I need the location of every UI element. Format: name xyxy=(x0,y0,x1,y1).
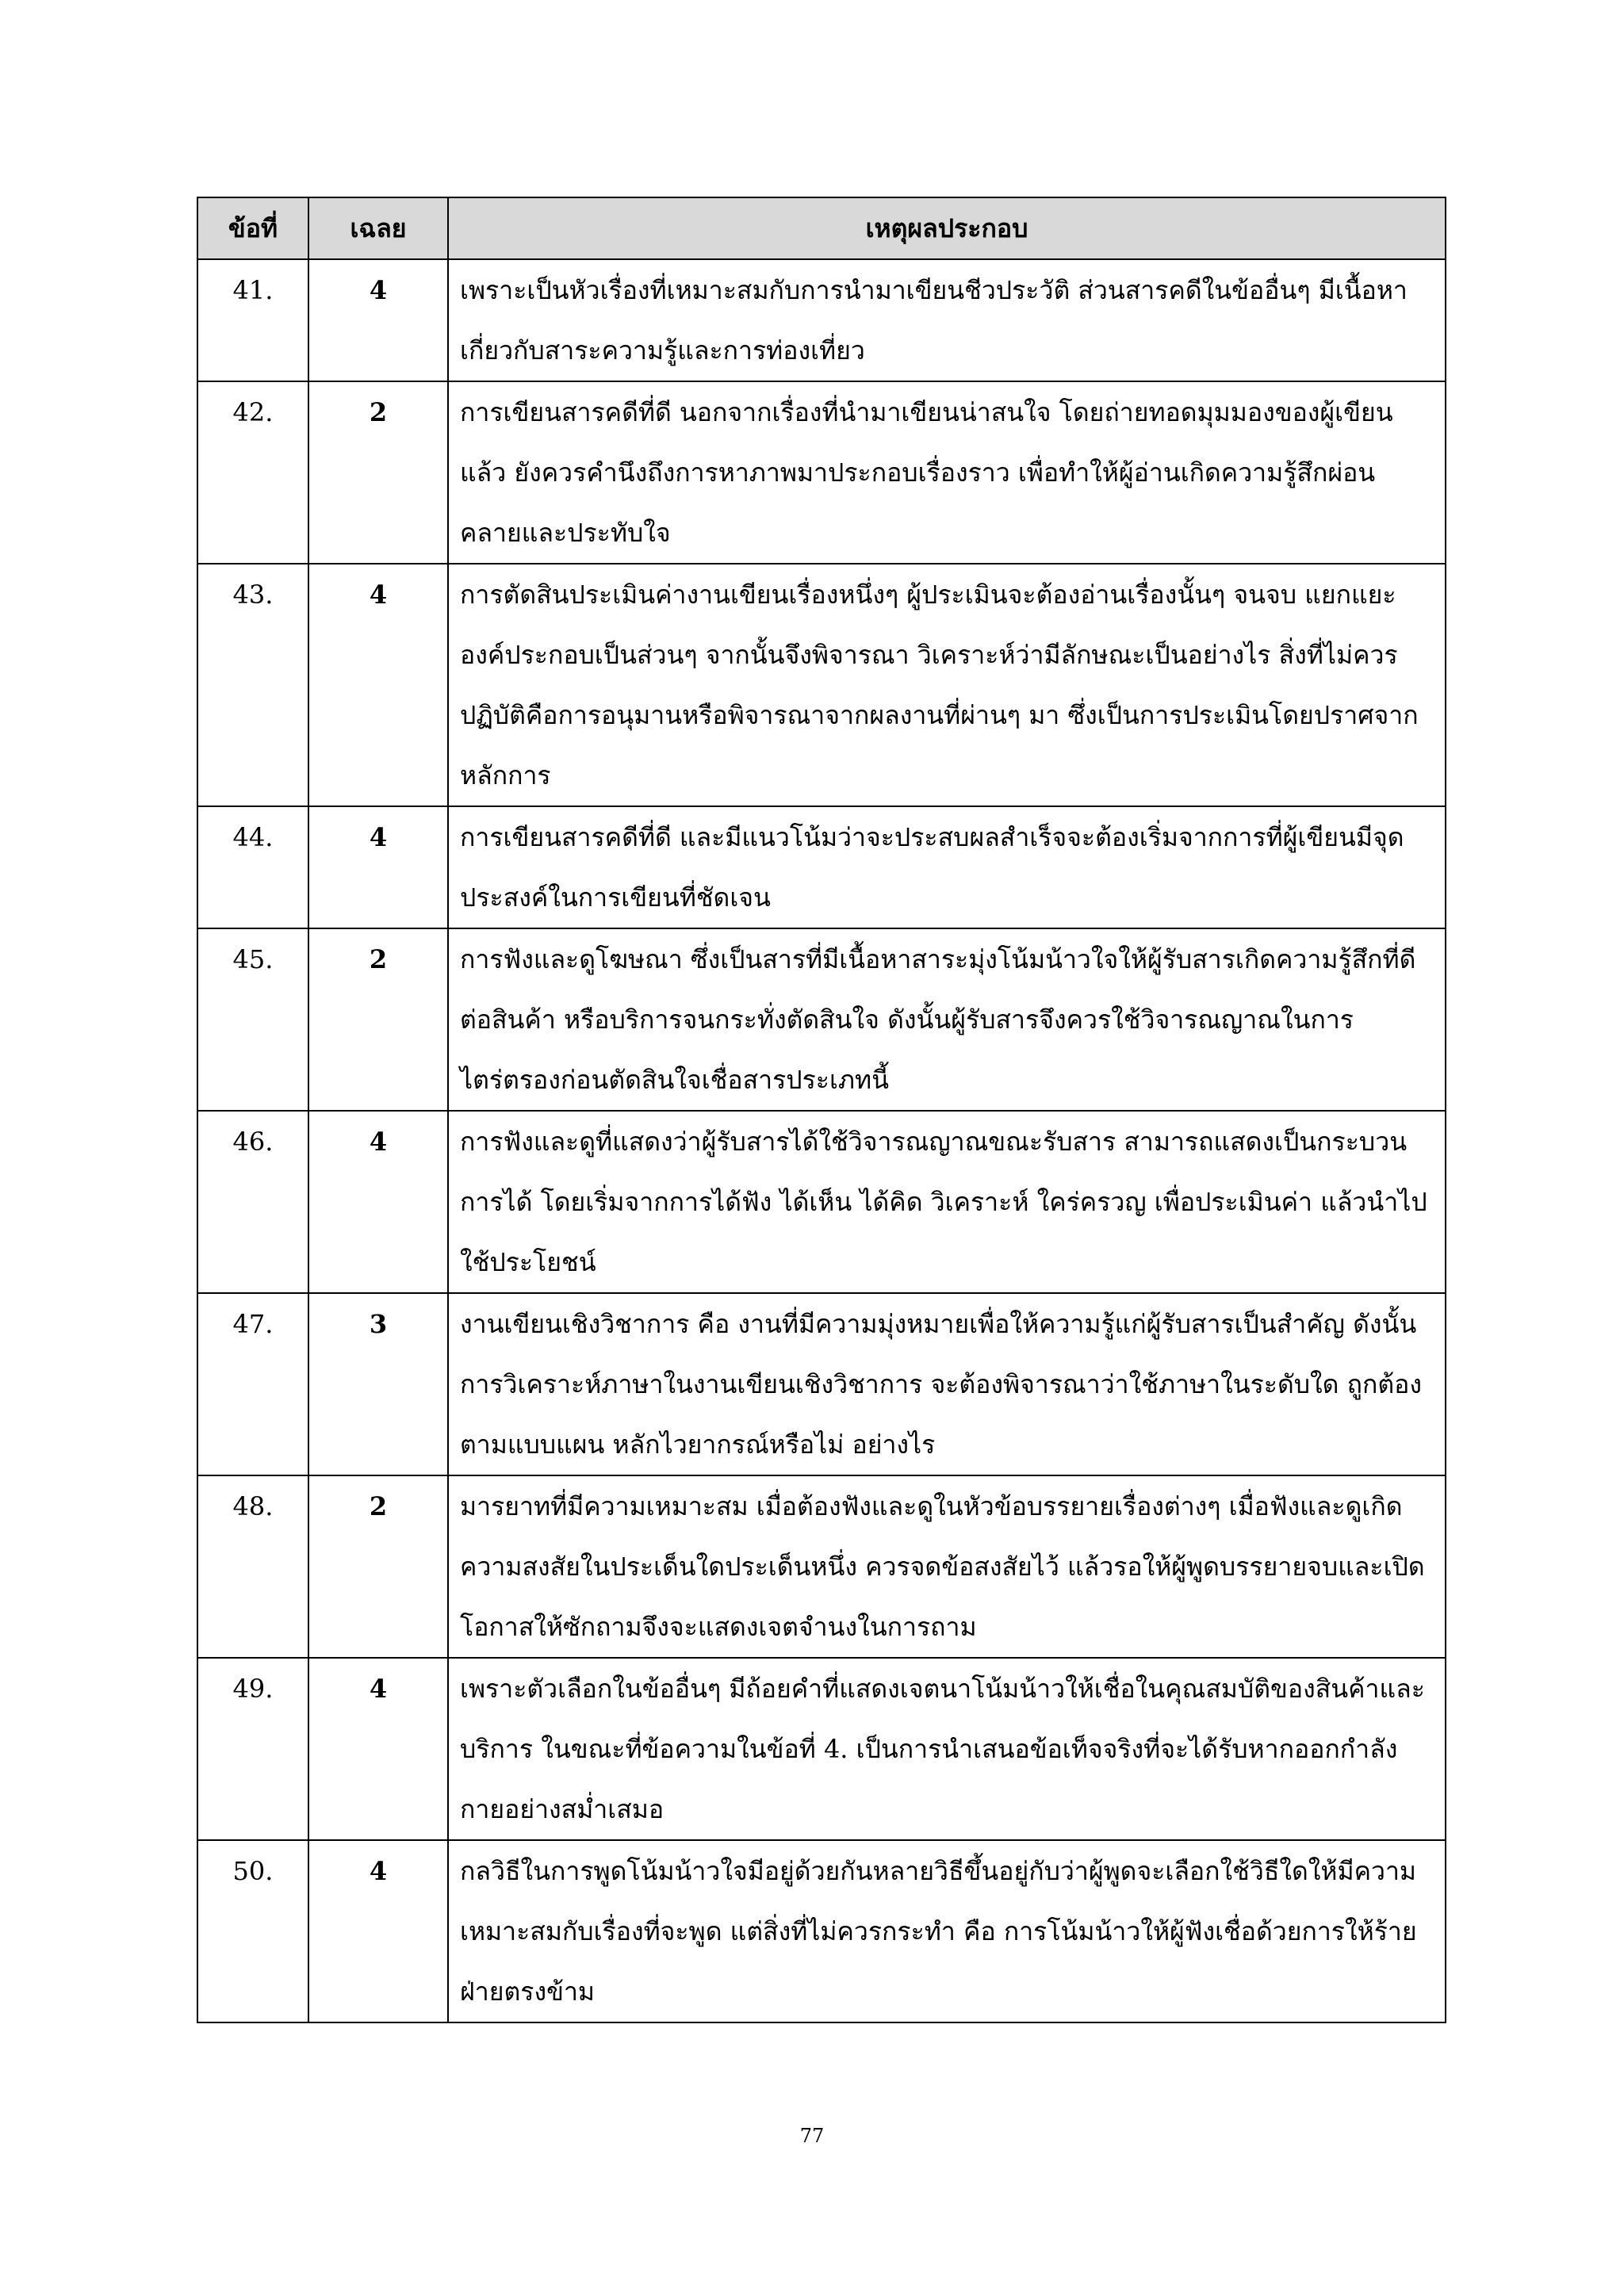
answer-value: 2 xyxy=(308,1475,448,1658)
reason-text: งานเขียนเชิงวิชาการ คือ งานที่มีความมุ่งหมายเพื่อให้ความรู้แก่ผู้รับสารเป็นสำคัญ ดังนั้นการวิเคราะห์ภาษาในงานเขียนเชิงวิชาการ จะต้องพิจารณาว่าใช้ภาษาในระดับใด ถูกต้องตามแบบแผน หลักไวยากรณ์หรือไม่ อย่างไร xyxy=(448,1293,1446,1475)
reason-text: เพราะเป็นหัวเรื่องที่เหมาะสมกับการนำมาเขียนชีวประวัติ ส่วนสารคดีในข้ออื่นๆ มีเนื้อหาเกี่ยวกับสาระความรู้และการท่องเที่ยว xyxy=(448,259,1446,381)
answer-value: 2 xyxy=(308,381,448,564)
table-row xyxy=(197,1475,1446,1658)
reason-text: การฟังและดูโฆษณา ซึ่งเป็นสารที่มีเนื้อหาสาระมุ่งโน้มน้าวใจให้ผู้รับสารเกิดความรู้สึกที่ดีต่อสินค้า หรือบริการจนกระทั่งตัดสินใจ ดังนั้นผู้รับสารจึงควรใช้วิจารณญาณในการไตร่ตรองก่อนตัดสินใจเชื่อสารประเภทนี้ xyxy=(448,928,1446,1111)
question-number: 49. xyxy=(197,1658,308,1840)
table-row xyxy=(197,564,1446,806)
reason-text: กลวิธีในการพูดโน้มน้าวใจมีอยู่ด้วยกันหลายวิธีขึ้นอยู่กับว่าผู้พูดจะเลือกใช้วิธีใดให้มีความเหมาะสมกับเรื่องที่จะพูด แต่สิ่งที่ไม่ควรกระทำ คือ การโน้มน้าวให้ผู้ฟังเชื่อด้วยการให้ร้ายฝ่ายตรงข้าม xyxy=(448,1840,1446,2022)
question-number: 48. xyxy=(197,1475,308,1658)
question-number: 47. xyxy=(197,1293,308,1475)
table-row xyxy=(197,1111,1446,1293)
table-row xyxy=(197,381,1446,564)
reason-text: เพราะตัวเลือกในข้ออื่นๆ มีถ้อยคำที่แสดงเจตนาโน้มน้าวให้เชื่อในคุณสมบัติของสินค้าและบริการ ในขณะที่ข้อความในข้อที่ 4. เป็นการนำเสนอข้อเท็จจริงที่จะได้รับหากออกกำลังกายอย่างสม่ำเสมอ xyxy=(448,1658,1446,1840)
answer-value: 4 xyxy=(308,259,448,381)
reason-text: มารยาทที่มีความเหมาะสม เมื่อต้องฟังและดูในหัวข้อบรรยายเรื่องต่างๆ เมื่อฟังและดูเกิดความสงสัยในประเด็นใดประเด็นหนึ่ง ควรจดข้อสงสัยไว้ แล้วรอให้ผู้พูดบรรยายจบและเปิดโอกาสให้ซักถามจึงจะแสดงเจตจำนงในการถาม xyxy=(448,1475,1446,1658)
header-answer: เฉลย xyxy=(308,197,448,259)
answer-value: 4 xyxy=(308,806,448,928)
answer-value: 4 xyxy=(308,564,448,806)
answer-key-table xyxy=(197,197,1446,2023)
question-number: 41. xyxy=(197,259,308,381)
header-question-number: ข้อที่ xyxy=(197,197,308,259)
answer-value: 3 xyxy=(308,1293,448,1475)
table-row xyxy=(197,806,1446,928)
table-row xyxy=(197,928,1446,1111)
question-number: 45. xyxy=(197,928,308,1111)
table-header-row xyxy=(197,197,1446,259)
reason-text: การเขียนสารคดีที่ดี และมีแนวโน้มว่าจะประสบผลสำเร็จจะต้องเริ่มจากการที่ผู้เขียนมีจุดประสงค์ในการเขียนที่ชัดเจน xyxy=(448,806,1446,928)
question-number: 46. xyxy=(197,1111,308,1293)
question-number: 43. xyxy=(197,564,308,806)
answer-value: 4 xyxy=(308,1840,448,2022)
header-reason: เหตุผลประกอบ xyxy=(448,197,1446,259)
table-row xyxy=(197,1840,1446,2022)
table-row xyxy=(197,259,1446,381)
reason-text: การฟังและดูที่แสดงว่าผู้รับสารได้ใช้วิจารณญาณขณะรับสาร สามารถแสดงเป็นกระบวนการได้ โดยเริ่มจากการได้ฟัง ได้เห็น ได้คิด วิเคราะห์ ใคร่ครวญ เพื่อประเมินค่า แล้วนำไปใช้ประโยชน์ xyxy=(448,1111,1446,1293)
table-row xyxy=(197,1293,1446,1475)
question-number: 44. xyxy=(197,806,308,928)
answer-value: 2 xyxy=(308,928,448,1111)
answer-value: 4 xyxy=(308,1111,448,1293)
reason-text: การเขียนสารคดีที่ดี นอกจากเรื่องที่นำมาเขียนน่าสนใจ โดยถ่ายทอดมุมมองของผู้เขียนแล้ว ยังควรคำนึงถึงการหาภาพมาประกอบเรื่องราว เพื่อทำให้ผู้อ่านเกิดความรู้สึกผ่อนคลายและประทับใจ xyxy=(448,381,1446,564)
question-number: 50. xyxy=(197,1840,308,2022)
question-number: 42. xyxy=(197,381,308,564)
reason-text: การตัดสินประเมินค่างานเขียนเรื่องหนึ่งๆ ผู้ประเมินจะต้องอ่านเรื่องนั้นๆ จนจบ แยกแยะองค์ประกอบเป็นส่วนๆ จากนั้นจึงพิจารณา วิเคราะห์ว่ามีลักษณะเป็นอย่างไร สิ่งที่ไม่ควรปฏิบัติคือการอนุมานหรือพิจารณาจากผลงานที่ผ่านๆ มา ซึ่งเป็นการประเมินโดยปราศจากหลักการ xyxy=(448,564,1446,806)
answer-value: 4 xyxy=(308,1658,448,1840)
table-row xyxy=(197,1658,1446,1840)
page-number: 77 xyxy=(799,2125,825,2147)
